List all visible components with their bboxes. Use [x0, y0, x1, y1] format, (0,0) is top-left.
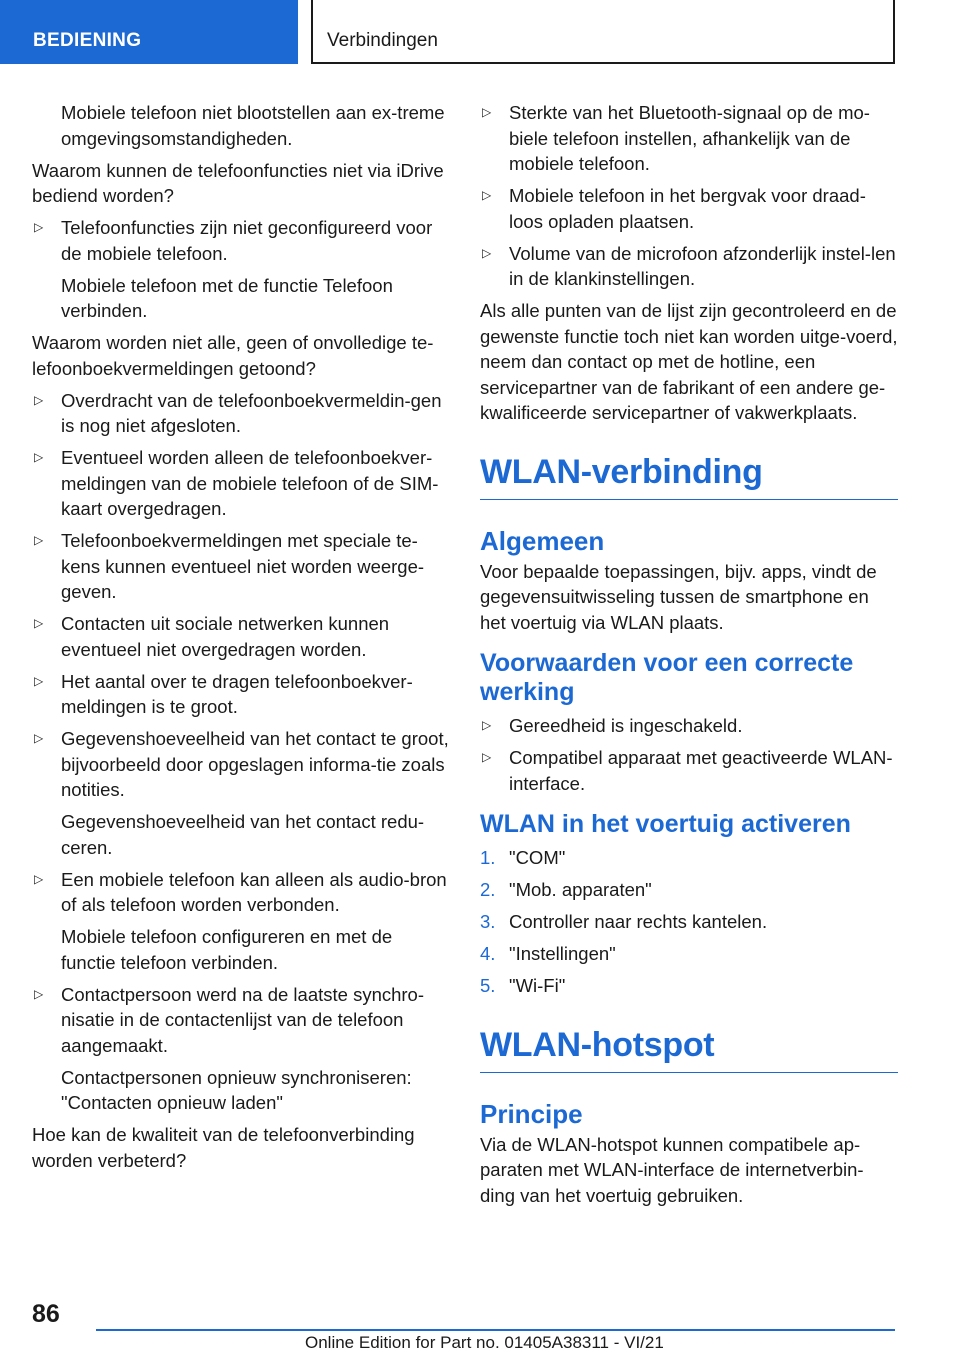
list-item: ▷ Overdracht van de telefoonboekvermeldin-gen is nog niet afgesloten.: [34, 389, 442, 436]
question: Hoe kan de kwaliteit van de telefoonverbinding worden verbeterd?: [32, 1124, 415, 1171]
right-column: [480, 100, 898, 1215]
step-number: 4.: [480, 943, 496, 964]
list-item: ▷ Eventueel worden alleen de telefoonboekver-meldingen van de mobiele telefoon of de SIM-kaart overgedragen.: [34, 447, 439, 519]
list-item: ▷ Gegevenshoeveelheid van het contact te groot, bijvoorbeeld door opgeslagen informa-tie zoals notities.: [34, 728, 449, 800]
triangle-bullet-icon: ▷: [34, 616, 44, 630]
question: Waarom worden niet alle, geen of onvolledige te-lefoonboekvermeldingen getoond?: [32, 332, 434, 379]
triangle-bullet-icon: ▷: [34, 986, 44, 1001]
list-item: ▷ Volume van de microfoon afzonderlijk instel-len in de klankinstellingen.: [482, 242, 896, 289]
paragraph: Mobiele telefoon niet blootstellen aan ex-treme omgevingsomstandigheden.: [61, 102, 445, 149]
step-number: 3.: [480, 911, 496, 932]
triangle-bullet-icon: ▷: [34, 220, 44, 234]
triangle-bullet-icon: ▷: [482, 188, 492, 202]
triangle-bullet-icon: ▷: [34, 673, 44, 688]
section-title: BEDIENING: [33, 30, 142, 51]
step-number: 5.: [480, 975, 496, 996]
step-number: 1.: [480, 847, 496, 868]
list-item: ▷ Het aantal over te dragen telefoonboekver-meldingen is te groot.: [34, 670, 413, 717]
heading-wlan-verbinding: WLAN-verbinding: [480, 452, 898, 500]
chapter-header: [311, 0, 895, 64]
heading-principe: Principe: [480, 1098, 583, 1129]
heading-algemeen: Algemeen: [480, 525, 605, 556]
list-item: ▷ Een mobiele telefoon kan alleen als audio-bron of als telefoon worden verbonden.: [34, 868, 447, 915]
list-item: ▷ Contactpersoon werd na de laatste synchro-nisatie in de contactenlijst van de telefoon aangemaakt.: [34, 983, 425, 1056]
step-item: 4. "Instellingen": [480, 941, 898, 967]
footer-divider: [96, 1329, 895, 1331]
triangle-bullet-icon: ▷: [482, 718, 492, 732]
list-item: ▷ Gereedheid is ingeschakeld.: [480, 713, 898, 739]
list-item: ▷ Contacten uit sociale netwerken kunnen eventueel niet overgedragen worden.: [34, 613, 390, 660]
list-item: ▷ Telefoonboekvermeldingen met speciale te-kens kunnen eventueel niet worden weerge-geven.: [34, 530, 425, 602]
heading-wlan-hotspot: WLAN-hotspot: [480, 1025, 898, 1073]
list-item: ▷ Sterkte van het Bluetooth-signaal op de mo-biele telefoon instellen, afhankelijk van de mobiele telefoon.: [482, 102, 870, 174]
paragraph: Via de WLAN-hotspot kunnen compatibele ap-paraten met WLAN-interface de internetverbin-ding van het voertuig gebruiken.: [480, 1133, 864, 1206]
triangle-bullet-icon: ▷: [34, 871, 44, 886]
list-item: ▷ Compatibel apparaat met geactiveerde WLAN-interface.: [482, 747, 893, 794]
paragraph: Voor bepaalde toepassingen, bijv. apps, vindt de gegevensuitwisseling tussen de smartphone en het voertuig via WLAN plaats.: [480, 560, 877, 633]
section-tab: [0, 0, 298, 64]
triangle-bullet-icon: ▷: [482, 750, 492, 764]
chapter-title: Verbindingen: [327, 30, 438, 51]
triangle-bullet-icon: ▷: [34, 731, 44, 745]
list-item: ▷ Telefoonfuncties zijn niet geconfigureerd voor de mobiele telefoon.: [34, 217, 433, 264]
step-item: 1. "COM": [480, 845, 898, 871]
edition-footer: Online Edition for Part no. 01405A38311 - VI/21: [305, 1333, 664, 1352]
step-item: 2. "Mob. apparaten": [480, 877, 898, 903]
triangle-bullet-icon: ▷: [482, 105, 492, 119]
triangle-bullet-icon: ▷: [34, 392, 44, 407]
solution: Mobiele telefoon configureren en met de functie telefoon verbinden.: [61, 926, 393, 973]
step-number: 2.: [480, 879, 496, 900]
solution: Mobiele telefoon met de functie Telefoon verbinden.: [61, 274, 393, 321]
triangle-bullet-icon: ▷: [34, 450, 44, 464]
heading-wlan-activeren: WLAN in het voertuig activeren: [480, 810, 851, 838]
triangle-bullet-icon: ▷: [482, 245, 492, 260]
heading-voorwaarden: Voorwaarden voor een correcte werking: [480, 649, 854, 706]
page-number: 86: [32, 1300, 60, 1328]
question: Waarom kunnen de telefoonfuncties niet via iDrive bediend worden?: [32, 159, 444, 206]
solution: Contactpersonen opnieuw synchroniseren: "Contacten opnieuw laden": [61, 1066, 412, 1113]
list-item: ▷ Mobiele telefoon in het bergvak voor draad-loos opladen plaatsen.: [482, 185, 866, 232]
step-item: 5. "Wi-Fi": [480, 973, 898, 999]
step-item: 3. Controller naar rechts kantelen.: [480, 909, 898, 935]
solution: Gegevenshoeveelheid van het contact redu-ceren.: [61, 811, 425, 858]
paragraph: Als alle punten van de lijst zijn gecontroleerd en de gewenste functie toch niet kan worden uitge-voerd, neem dan contact op met de hotline, een servicepartner van de fabrikant of een andere ge-kwalificeerde servicepartner of vakwerkplaats.: [480, 300, 898, 423]
left-column: [32, 100, 450, 1180]
triangle-bullet-icon: ▷: [34, 533, 44, 547]
